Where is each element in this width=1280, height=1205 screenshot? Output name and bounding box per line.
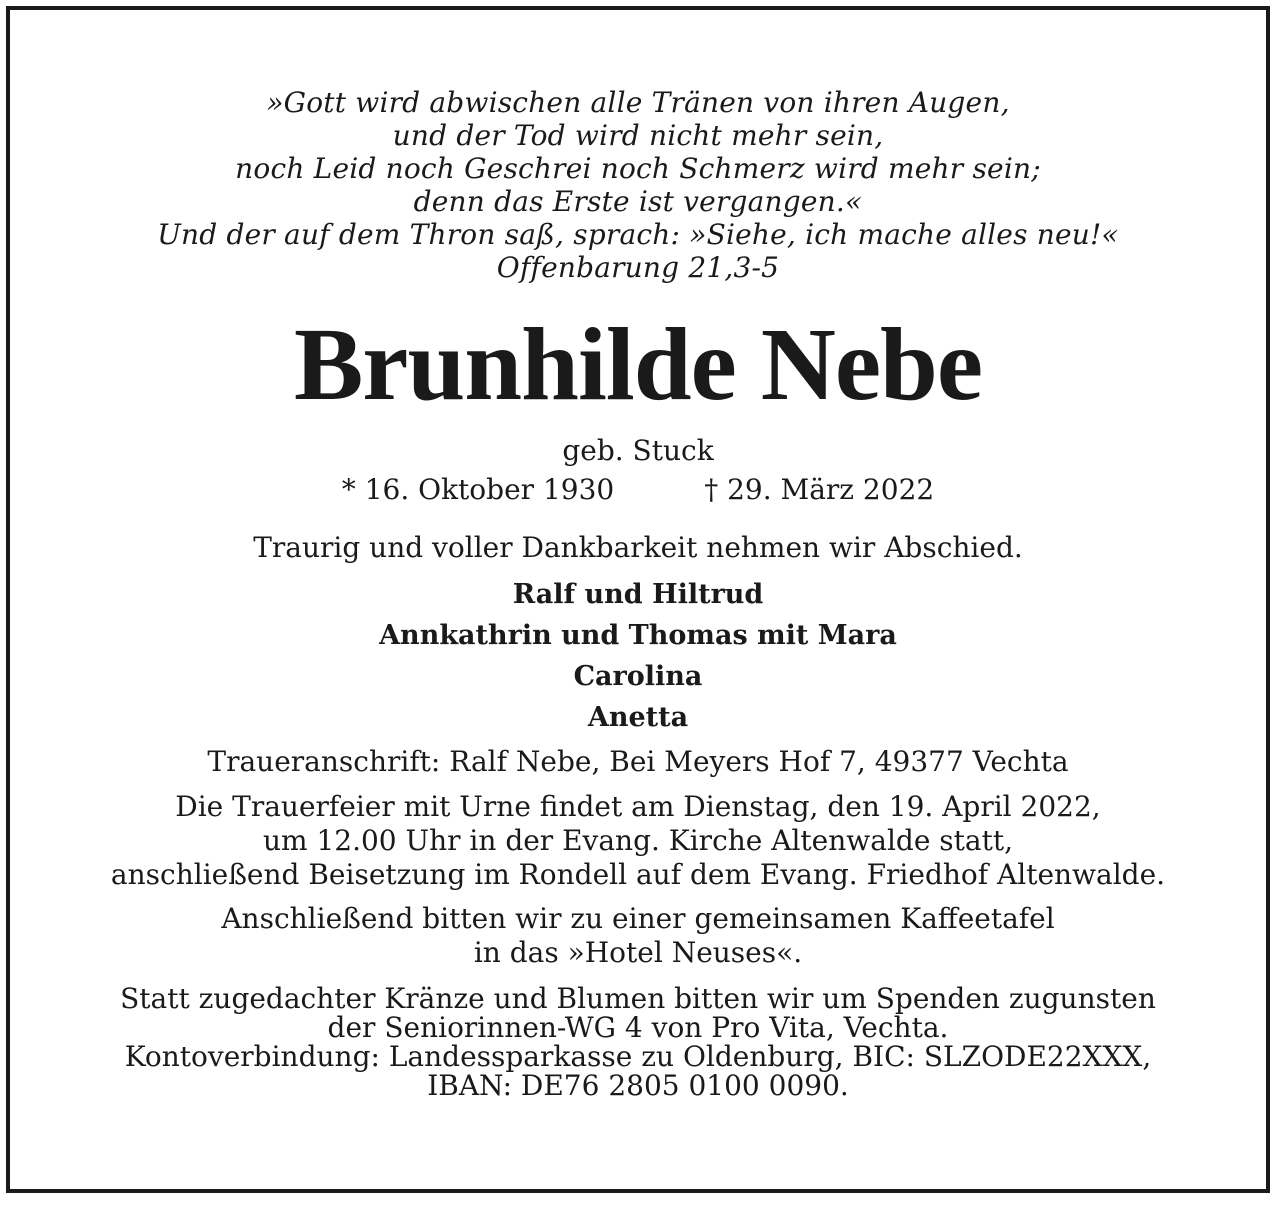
farewell-text: Traurig und voller Dankbarkeit nehmen wir Abschied.	[253, 531, 1023, 564]
reception-info	[10, 902, 1266, 970]
deceased-name: Brunhilde Nebe	[293, 307, 983, 422]
obituary-content	[10, 86, 1266, 1100]
mourner-name: Carolina	[573, 661, 703, 692]
service-line: um 12.00 Uhr in der Evang. Kirche Altenwalde statt,	[262, 824, 1014, 857]
funeral-service-info	[10, 790, 1266, 892]
mourner-name: Ralf und Hiltrud	[512, 579, 764, 610]
epigraph-source: Offenbarung 21,3-5	[496, 251, 780, 284]
mourners-list	[10, 574, 1266, 738]
donation-line: der Seniorinnen-WG 4 von Pro Vita, Vechta.	[327, 1011, 949, 1044]
birth-date: * 16. Oktober 1930	[341, 473, 615, 506]
death-date: † 29. März 2022	[704, 473, 935, 506]
obituary-notice	[6, 6, 1270, 1193]
epigraph-line: denn das Erste ist vergangen.«	[413, 185, 863, 218]
service-line: Die Trauerfeier mit Urne findet am Dienstag, den 19. April 2022,	[175, 790, 1101, 823]
reception-line: in das »Hotel Neuses«.	[473, 936, 803, 969]
mourning-address: Traueranschrift: Ralf Nebe, Bei Meyers Hof 7, 49377 Vechta	[207, 745, 1069, 778]
epigraph-line: Und der auf dem Thron saß, sprach: »Siehe, ich mache alles neu!«	[157, 218, 1119, 251]
service-line: anschließend Beisetzung im Rondell auf dem Evang. Friedhof Altenwalde.	[110, 858, 1166, 891]
reception-line: Anschließend bitten wir zu einer gemeinsamen Kaffeetafel	[221, 902, 1055, 935]
birth-name: geb. Stuck	[562, 434, 714, 467]
bible-epigraph	[10, 86, 1266, 284]
mourner-name: Anetta	[587, 702, 689, 733]
mourner-name: Annkathrin und Thomas mit Mara	[379, 620, 897, 651]
bank-details-line: Kontoverbindung: Landessparkasse zu Oldenburg, BIC: SLZODE22XXX,	[124, 1040, 1152, 1073]
epigraph-line: »Gott wird abwischen alle Tränen von ihren Augen,	[266, 86, 1010, 119]
life-dates	[10, 472, 1266, 508]
epigraph-line: und der Tod wird nicht mehr sein,	[392, 119, 884, 152]
donation-line: Statt zugedachter Kränze und Blumen bitten wir um Spenden zugunsten	[120, 982, 1156, 1015]
donation-info	[10, 984, 1266, 1100]
epigraph-line: noch Leid noch Geschrei noch Schmerz wird mehr sein;	[235, 152, 1041, 185]
iban-line: IBAN: DE76 2805 0100 0090.	[427, 1069, 849, 1102]
